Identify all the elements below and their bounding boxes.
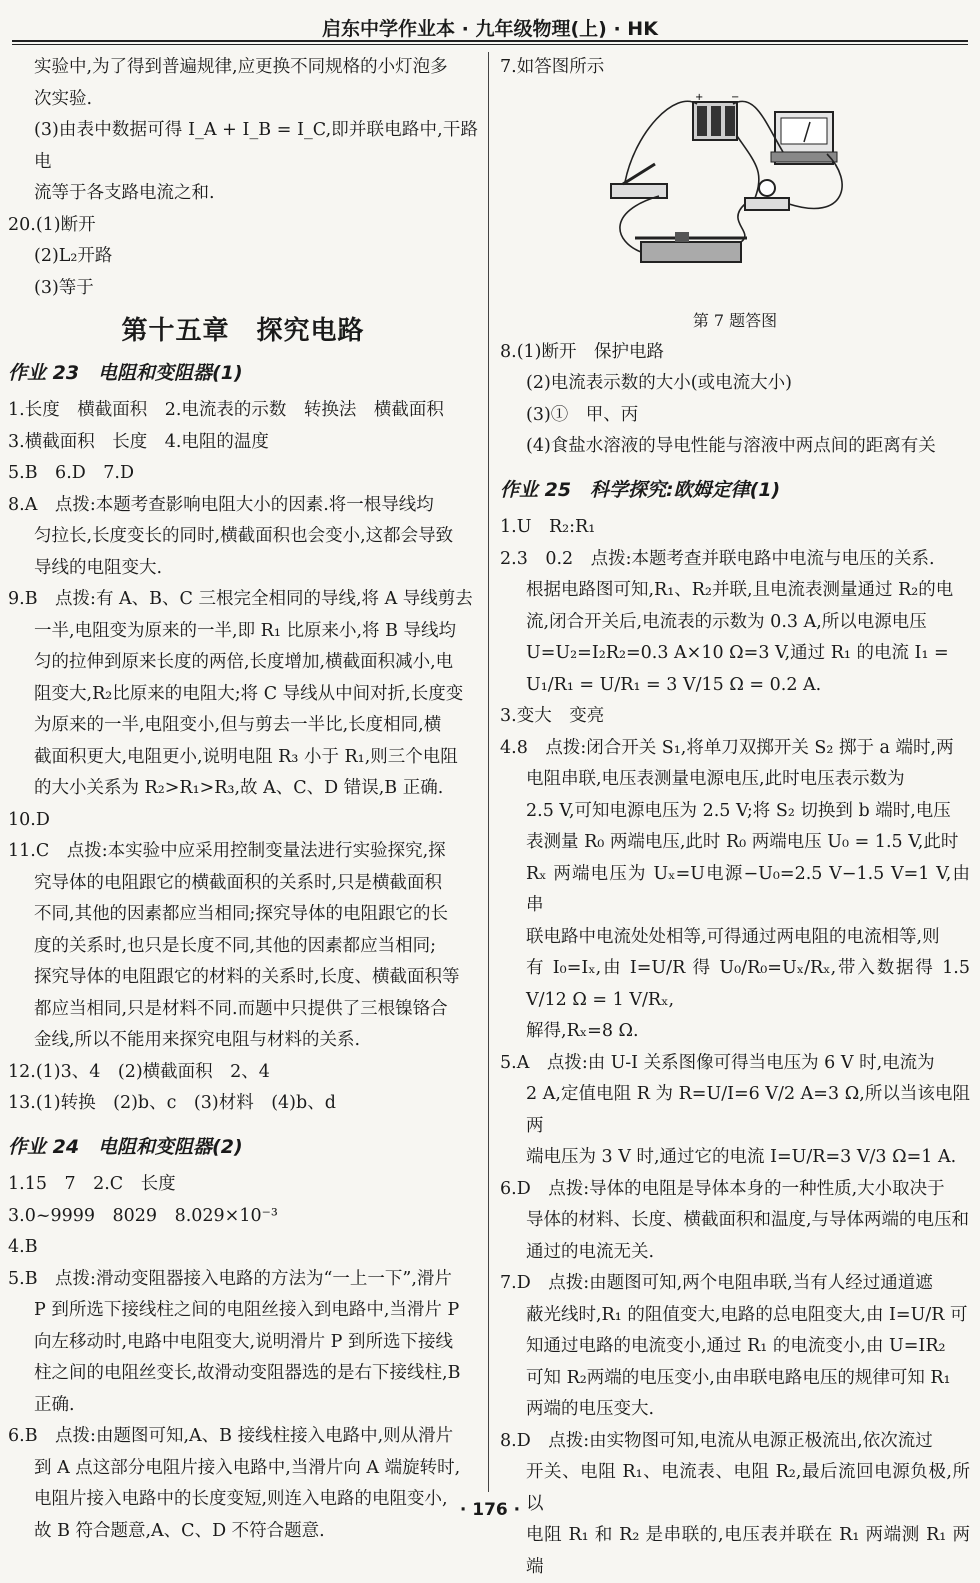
- text-line: 6.D 点拨:导体的电阻是导体本身的一种性质,大小取决于: [500, 1178, 945, 1199]
- svg-text:−: −: [731, 91, 740, 103]
- chapter-title: 第十五章 探究电路: [121, 316, 365, 346]
- text-line: 根据电路图可知,R₁、R₂并联,且电流表测量通过 R₂的电: [526, 580, 954, 600]
- text-line: 2.5 V,可知电源电压为 2.5 V;将 S₂ 切换到 b 端时,电压: [526, 800, 951, 821]
- header-rule: [12, 40, 968, 45]
- text-line: 通过的电流无关.: [526, 1241, 655, 1262]
- text-line: 蔽光线时,R₁ 的阻值变大,电路的总电阻变大,由 I=U/R 可: [526, 1304, 968, 1325]
- homework-24-body: [8, 1169, 478, 1547]
- answer-7: 7.如答图所示: [500, 57, 605, 77]
- text-line: 流等于各支路电流之和.: [34, 183, 215, 203]
- text-line: 12.(1)3、4 (2)横截面积 2、4: [8, 1061, 270, 1082]
- text-line: 正确.: [34, 1394, 75, 1415]
- answer-20: 20.(1)断开: [8, 214, 96, 235]
- text-line: 两端的电压变大.: [526, 1399, 655, 1419]
- circuit-diagram: [605, 92, 865, 292]
- text-line: 有 I₀=Iₓ,由 I=U/R 得 U₀/R₀=Uₓ/Rₓ,带入数据得 1.5 V/12 Ω = 1 V/Rₓ,: [526, 958, 970, 1010]
- text-line: 一半,电阻变为原来的一半,即 R₁ 比原来小,将 B 导线均: [34, 620, 456, 641]
- text-line: 匀的拉伸到原来长度的两倍,长度增加,横截面积减小,电: [34, 652, 454, 672]
- text-line: 8.A 点拨:本题考查影响电阻大小的因素.将一根导线均: [8, 494, 434, 515]
- text-line: 导体的材料、长度、横截面积和温度,与导体两端的电压和: [526, 1210, 970, 1230]
- text-line: 5.A 点拨:由 U-I 关系图像可得当电压为 6 V 时,电流为: [500, 1052, 935, 1073]
- text-line: 的大小关系为 R₂>R₁>R₃,故 A、C、D 错误,B 正确.: [34, 778, 444, 798]
- text-line: 金线,所以不能用来探究电阻与材料的关系.: [34, 1030, 361, 1050]
- text-line: 知通过电路的电流变小,通过 R₁ 的电流变小,由 U=IR₂: [526, 1336, 946, 1356]
- text-line: 1.15 7 2.C 长度: [8, 1174, 176, 1194]
- text-line: 度的关系时,也只是长度不同,其他的因素都应当相同;: [34, 935, 437, 956]
- text-line: 电阻片接入电路中的长度变短,则连入电路的电阻变小,: [34, 1489, 448, 1509]
- text-line: 实验中,为了得到普遍规律,应更换不同规格的小灯泡多: [34, 57, 448, 77]
- text-line: 流,闭合开关后,电流表的示数为 0.3 A,所以电源电压: [526, 611, 927, 632]
- text-line: (3)① 甲、丙: [526, 404, 639, 425]
- page-number: · 176 ·: [459, 1500, 521, 1520]
- text-line: 6.B 点拨:由题图可知,A、B 接线柱接入电路中,则从滑片: [8, 1426, 454, 1446]
- text-line: 不同,其他的因素都应当相同;探究导体的电阻跟它的长: [34, 904, 448, 924]
- text-line: 端电压为 3 V 时,通过它的电流 I=U/R=3 V/3 Ω=1 A.: [526, 1147, 957, 1167]
- svg-text:+: +: [695, 91, 704, 103]
- text-line: 8.D 点拨:由实物图可知,电流从电源正极流出,依次流过: [500, 1430, 933, 1451]
- column-divider: [488, 52, 489, 1492]
- ammeter-icon: [771, 112, 837, 164]
- text-line: 表测量 R₀ 两端电压,此时 R₀ 两端电压 U₀ = 1.5 V,此时: [526, 832, 959, 852]
- text-line: 故 B 符合题意,A、C、D 不符合题意.: [34, 1520, 325, 1541]
- text-line: 解得,Rₓ=8 Ω.: [526, 1021, 639, 1041]
- homework-25-title: 作业 25 科学探究:欧姆定律(1): [500, 478, 781, 501]
- text-line: 截面积更大,电阻更小,说明电阻 R₃ 小于 R₁,则三个电阻: [34, 746, 458, 767]
- text-line: 匀拉长,长度变长的同时,横截面积也会变小,这都会导致: [34, 526, 454, 546]
- text-line: 13.(1)转换 (2)b、c (3)材料 (4)b、d: [8, 1093, 336, 1113]
- text-line: 电阻 R₁ 和 R₂ 是串联的,电压表并联在 R₁ 两端测 R₁ 两端: [526, 1525, 970, 1577]
- figure-caption: 第 7 题答图: [692, 311, 778, 330]
- text-line: (4)食盐水溶液的导电性能与溶液中两点间的距离有关: [526, 436, 936, 456]
- text-line: 电阻串联,电压表测量电源电压,此时电压表示数为: [526, 769, 905, 789]
- homework-23-body: [8, 395, 478, 1120]
- text-line: 导线的电阻变大.: [34, 557, 163, 578]
- text-line: 都应当相同,只是材料不同.而题中只提供了三根镍铬合: [34, 998, 448, 1019]
- text-line: 向左移动时,电路中电阻变大,说明滑片 P 到所选下接线: [34, 1331, 454, 1352]
- text-line: (3)等于: [34, 277, 94, 298]
- text-line: 柱之间的电阻丝变长,故滑动变阻器选的是右下接线柱,B: [34, 1363, 461, 1383]
- text-line: (3)由表中数据可得 I_A + I_B = I_C,即并联电路中,干路电: [34, 120, 478, 172]
- text-line: 3.变大 变亮: [500, 706, 605, 726]
- rheostat-icon: [635, 232, 747, 262]
- text-line: 探究导体的电阻跟它的材料的关系时,长度、横截面积等: [34, 967, 460, 987]
- text-line: 4.8 点拨:闭合开关 S₁,将单刀双掷开关 S₂ 掷于 a 端时,两: [500, 737, 954, 758]
- text-line: 1.U R₂:R₁: [500, 517, 596, 537]
- battery-icon: [693, 92, 739, 140]
- switch-icon: [611, 164, 667, 198]
- page-header: [0, 0, 980, 44]
- right-column: [500, 52, 970, 1583]
- text-line: 到 A 点这部分电阻片接入电路中,当滑片向 A 端旋转时,: [34, 1457, 461, 1478]
- text-line: (2)电流表示数的大小(或电流大小): [526, 373, 792, 393]
- text-line: 开关、电阻 R₁、电流表、电阻 R₂,最后流回电源负极,所以: [526, 1462, 970, 1514]
- text-line: 3.0~9999 8029 8.029×10⁻³: [8, 1205, 278, 1226]
- text-line: U=U₂=I₂R₂=0.3 A×10 Ω=3 V,通过 R₁ 的电流 I₁ =: [526, 643, 949, 663]
- text-line: 究导体的电阻跟它的横截面积的关系时,只是横截面积: [34, 872, 443, 893]
- text-line: 7.D 点拨:由题图可知,两个电阻串联,当有人经过通道遮: [500, 1273, 933, 1293]
- header-title: 启东中学作业本 · 九年级物理(上) · HK: [322, 18, 658, 40]
- text-line: 11.C 点拨:本实验中应采用控制变量法进行实验探究,探: [8, 841, 446, 861]
- text-line: 次实验.: [34, 88, 93, 109]
- text-line: U₁/R₁ = U/R₁ = 3 V/15 Ω = 0.2 A.: [526, 674, 822, 695]
- text-line: P 到所选下接线柱之间的电阻丝接入到电路中,当滑片 P: [34, 1300, 460, 1320]
- text-line: 可知 R₂两端的电压变小,由串联电路电压的规律可知 R₁: [526, 1367, 951, 1388]
- homework-24-title: 作业 24 电阻和变阻器(2): [8, 1135, 243, 1158]
- homework-23-title: 作业 23 电阻和变阻器(1): [8, 361, 243, 384]
- text-line: 联电路中电流处处相等,可得通过两电阻的电流相等,则: [526, 926, 940, 947]
- circuit-figure: [500, 92, 970, 337]
- text-line: 2 A,定值电阻 R 为 R=U/I=6 V/2 A=3 Ω,所以当该电阻两: [526, 1084, 970, 1136]
- text-line: 4.B: [8, 1237, 38, 1257]
- bulb-icon: [745, 180, 789, 210]
- text-line: 5.B 点拨:滑动变阻器接入电路的方法为“一上一下”,滑片: [8, 1268, 452, 1289]
- text-line: 为原来的一半,电阻变小,但与剪去一半比,长度相同,横: [34, 715, 442, 735]
- text-line: 阻变大,R₂比原来的电阻大;将 C 导线从中间对折,长度变: [34, 683, 464, 704]
- homework-25-body: [500, 512, 970, 1583]
- text-line: 10.D: [8, 809, 50, 830]
- answer-8: 8.(1)断开 保护电路: [500, 341, 664, 362]
- text-line: 3.横截面积 长度 4.电阻的温度: [8, 431, 269, 452]
- text-line: 2.3 0.2 点拨:本题考查并联电路中电流与电压的关系.: [500, 548, 935, 569]
- left-column: [8, 52, 478, 1547]
- text-line: 9.B 点拨:有 A、B、C 三根完全相同的导线,将 A 导线剪去: [8, 589, 473, 609]
- text-line: Rₓ 两端电压为 Uₓ=U电源−U₀=2.5 V−1.5 V=1 V,由串: [526, 863, 970, 915]
- text-line: 5.B 6.D 7.D: [8, 463, 135, 483]
- text-line: 1.长度 横截面积 2.电流表的示数 转换法 横截面积: [8, 400, 444, 420]
- text-line: (2)L₂开路: [34, 246, 113, 266]
